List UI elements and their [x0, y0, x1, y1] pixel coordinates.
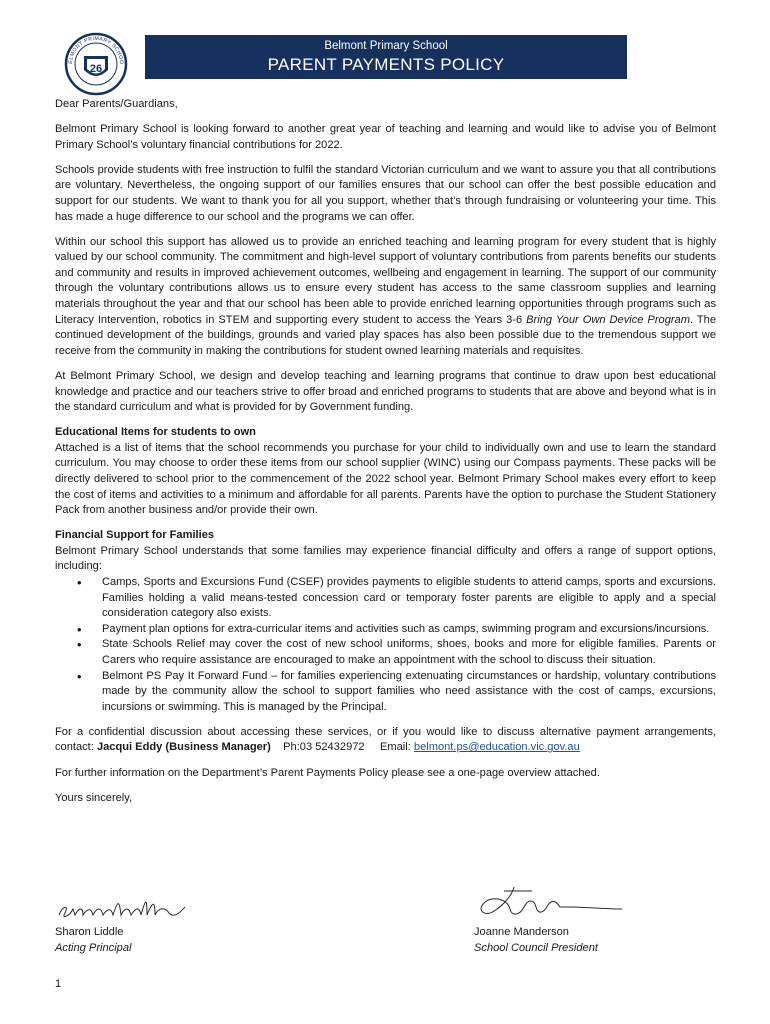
president-signature-block — [474, 885, 714, 956]
list-item: • Payment plan options for extra-curricular items and activities such as camps, swimming program and excursions/incursions. — [55, 622, 716, 638]
page-number: 1 — [55, 978, 62, 990]
school-crest-icon — [64, 32, 128, 96]
president-name: Joanne Manderson — [474, 926, 569, 938]
schools-paragraph: Schools provide students with free instruction to fulfil the standard Victorian curriculum and we want to assure you that all contributions are voluntary. Nevertheless, the ongoing support of our families ensures that our school can offer the best possible education and support for our students. We want to thank you for all you support, whether that’s through fundraising or volunteering your time. This has made a huge difference to our school and the programs we can offer. — [55, 163, 716, 223]
educational-items-heading: Educational Items for students to own — [55, 426, 256, 439]
list-item: • Camps, Sports and Excursions Fund (CSEF) provides payments to eligible students to attend camps, sports and excursions. Families holding a valid means-tested concession card or temporary foster parents are eligible to apply and a special consideration category also exists. — [55, 575, 716, 622]
greeting: Dear Parents/Guardians, — [55, 98, 178, 110]
contact-name: Jacqui Eddy (Business Manager) — [96, 741, 271, 754]
further-info-paragraph: For further information on the Department’s Parent Payments Policy please see a one-page overview attached. — [55, 766, 600, 779]
principal-signature-block — [55, 885, 275, 956]
support-text-start: Within our school this support has allowed us to provide an enriched teaching and learning program for every student that is highly valued by our school community. The commitment and high-level support of voluntary contributions from parents benefits our students and community and results in improved achievement outcomes, wellbeing and engagement in learning. The support of our community through the voluntary contributions allows us to ensure every student has access to the same classroom supplies and learning materials throughout the year and that our school has been able to provide enriched learning opportunities through programs such as Literacy Intervention, robotics in STEM and supporting every student to access the Years 3-6 — [55, 235, 716, 326]
contact-email-link[interactable]: belmont.ps@education.vic.gov.au — [413, 741, 580, 754]
principal-signature-image — [55, 885, 195, 925]
signature-block — [55, 885, 716, 965]
school-logo — [64, 32, 128, 96]
support-options-list — [55, 575, 716, 715]
design-paragraph: At Belmont Primary School, we design and develop teaching and learning programs that continue to draw upon best educational knowledge and practice and our teachers strive to offer broad and enriched programs to students that are above and beyond what is in the standard curriculum and what is provided for by Government funding. — [55, 369, 716, 414]
financial-support-heading: Financial Support for Families — [55, 529, 215, 542]
president-signature-image — [474, 885, 624, 925]
logo-number: 26 — [89, 63, 103, 75]
list-item: • State Schools Relief may cover the cost of new school uniforms, shoes, books and more for eligible families. Parents or Carers who require assistance are encouraged to make an appointment with the school to discuss their situation. — [55, 637, 716, 668]
list-item: • Belmont PS Pay It Forward Fund – for families experiencing extenuating circumstances or hardship, voluntary contributions made by the community allow the school to support families who need assistance with the cost of camps, excursions, incursions or swimming. This is managed by the Principal. — [55, 669, 716, 716]
contact-email-label: Email: — [380, 741, 411, 754]
byod-program-name: Bring Your Own Device Program — [526, 313, 690, 326]
svg-text:BELMONT PRIMARY SCHOOL: ELMONT PRIMARY SCHOO — [67, 35, 125, 65]
banner-policy-title: PARENT PAYMENTS POLICY — [267, 55, 505, 74]
closing: Yours sincerely, — [55, 791, 133, 804]
president-title: School Council President — [474, 941, 598, 954]
header-banner — [145, 35, 627, 79]
contact-lead: For a confidential discussion about accessing these services, or if you would like to discuss alternative payment arrangements, contact: — [55, 725, 716, 754]
principal-name: Sharon Liddle — [55, 926, 124, 938]
contact-paragraph — [55, 725, 716, 756]
principal-title: Acting Principal — [55, 941, 132, 954]
support-text-end: . The continued development of the buildings, grounds and varied play spaces has also been possible due to the tremendous support we receive from the community in making the contributions for student owned learning materials and requisites. — [55, 313, 716, 357]
contact-phone: Ph:03 52432972 — [283, 741, 365, 754]
banner-school-name: Belmont Primary School — [324, 40, 448, 52]
financial-support-intro: Belmont Primary School understands that some families may experience financial difficulty and offers a range of support options, including: — [55, 544, 716, 573]
letter-body — [55, 97, 716, 806]
intro-paragraph: Belmont Primary School is looking forward to another great year of teaching and learning and would like to advise you of Belmont Primary School’s voluntary financial contributions for 2022. — [55, 123, 716, 151]
educational-items-paragraph: Attached is a list of items that the school recommends you purchase for your child to individually own and use to learn the standard curriculum. You may choose to order these items from our school supplier (WINC) using our Compass payments. These packs will be directly delivered to school prior to the commencement of the 2022 school year. Belmont Primary School makes every effort to keep the cost of items and activities to a minimum and affordable for all parents. Parents have the option to purchase the Student Stationery Pack from another business and/or provide their own. — [55, 441, 716, 517]
support-paragraph — [55, 235, 716, 360]
